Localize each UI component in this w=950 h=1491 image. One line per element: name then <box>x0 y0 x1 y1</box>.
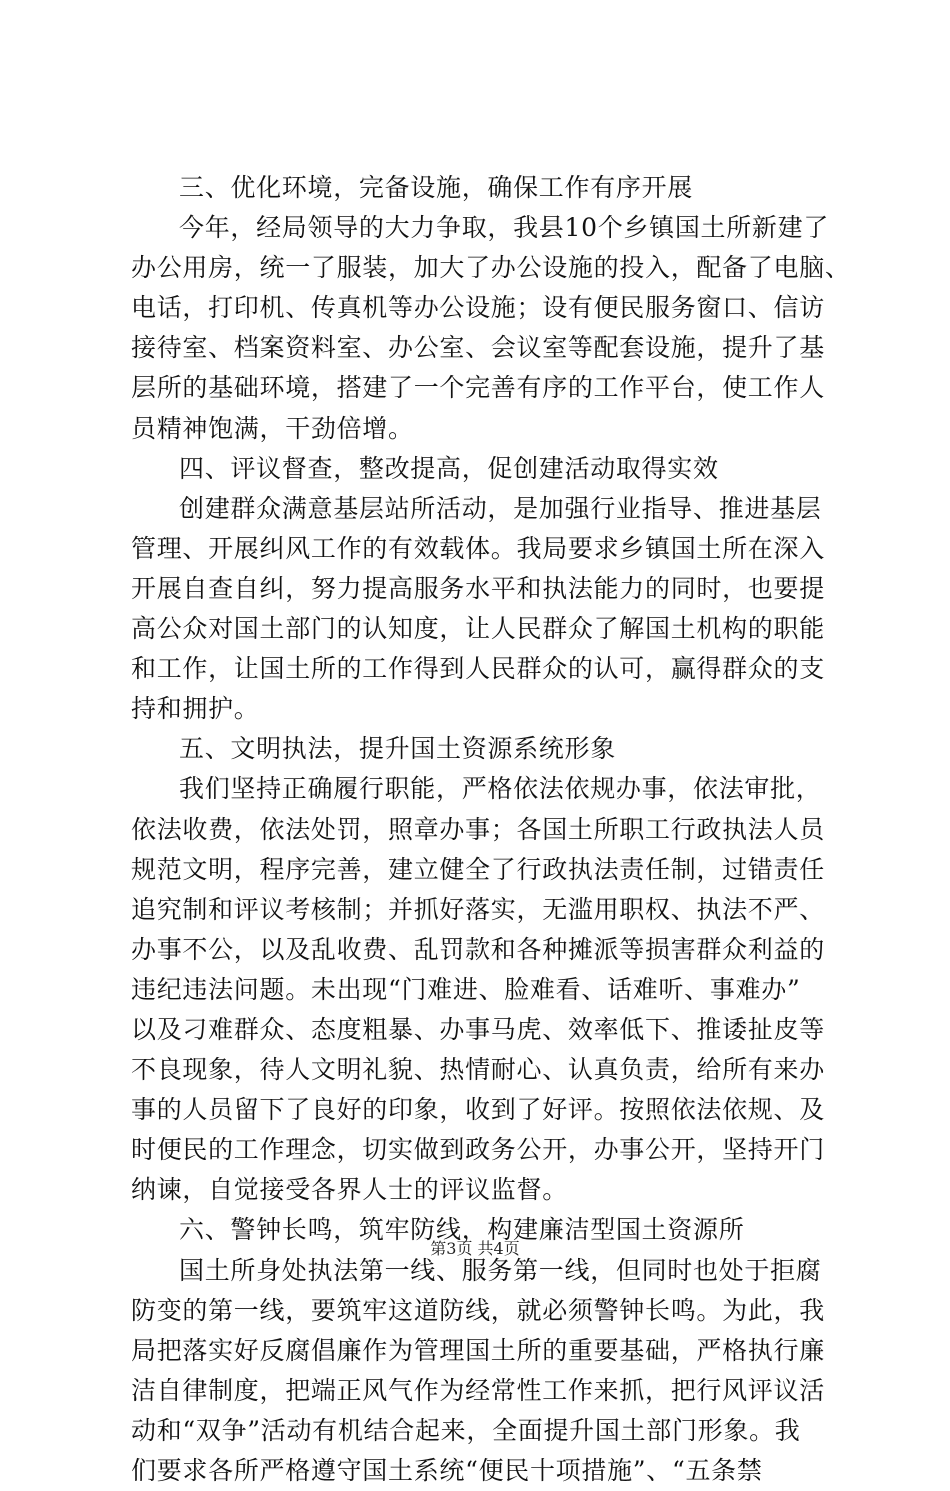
paragraph-line: 局把落实好反腐倡廉作为管理国土所的重要基础，严格执行廉 <box>131 1335 825 1365</box>
paragraph-first-line: 创建群众满意基层站所活动，是加强行业指导、推进基层 <box>179 493 822 523</box>
paragraph-line: 违纪违法问题。未出现“门难进、脸难看、话难听、事难办” <box>131 974 801 1004</box>
paragraph-line: 时便民的工作理念，切实做到政务公开，办事公开，坚持开门 <box>131 1135 825 1165</box>
paragraph-line: 事的人员留下了良好的印象，收到了好评。按照依法依规、及 <box>131 1095 825 1125</box>
paragraph-first-line: 国土所身处执法第一线、服务第一线，但同时也处于拒腐 <box>179 1255 822 1285</box>
paragraph-line: 高公众对国土部门的认知度，让人民群众了解国土机构的职能 <box>131 614 825 644</box>
paragraph-first-line: 三、优化环境，完备设施，确保工作有序开展 <box>179 173 694 202</box>
paragraph-line: 开展自查自纠，努力提高服务水平和执法能力的同时，也要提 <box>131 573 825 603</box>
paragraph-line: 动和“双争”活动有机结合起来，全面提升国土部门形象。我 <box>131 1415 801 1445</box>
paragraph-line: 不良现象，待人文明礼貌、热情耐心、认真负责，给所有来办 <box>131 1055 825 1085</box>
page-number: 第3页 共4页 <box>430 1239 520 1258</box>
paragraph-line: 管理、开展纠风工作的有效载体。我局要求乡镇国土所在深入 <box>131 533 825 563</box>
paragraph-line: 办公用房，统一了服装，加大了办公设施的投入，配备了电脑、 <box>131 253 851 283</box>
paragraph-first-line: 今年，经局领导的大力争取，我县10个乡镇国土所新建了 <box>179 213 830 243</box>
paragraph-line: 防变的第一线，要筑牢这道防线，就必须警钟长鸣。为此，我 <box>131 1295 825 1325</box>
paragraph-line: 追究制和评议考核制；并抓好落实，无滥用职权、执法不严、 <box>131 894 825 924</box>
paragraph-line: 们要求各所严格遵守国土系统“便民十项措施”、“五条禁 <box>131 1456 763 1485</box>
document-body <box>131 168 851 1491</box>
paragraph-first-line: 五、文明执法，提升国土资源系统形象 <box>179 734 616 764</box>
paragraph-first-line: 我们坚持正确履行职能，严格依法依规办事，依法审批， <box>179 774 822 804</box>
paragraph-line: 电话，打印机、传真机等办公设施；设有便民服务窗口、信访 <box>131 293 825 323</box>
paragraph-line: 以及刁难群众、态度粗暴、办事马虎、效率低下、推诿扯皮等 <box>131 1014 825 1044</box>
paragraph-line: 办事不公，以及乱收费、乱罚款和各种摊派等损害群众利益的 <box>131 934 825 964</box>
paragraph-first-line: 四、评议督查，整改提高，促创建活动取得实效 <box>179 453 719 483</box>
paragraph-line: 持和拥护。 <box>131 694 260 724</box>
paragraph-line: 员精神饱满，干劲倍增。 <box>131 413 414 443</box>
paragraph-line: 层所的基础环境，搭建了一个完善有序的工作平台，使工作人 <box>131 373 825 403</box>
paragraph-first-line: 六、警钟长鸣，筑牢防线，构建廉洁型国土资源所 <box>179 1215 745 1245</box>
paragraph-line: 依法收费，依法处罚，照章办事；各国土所职工行政执法人员 <box>131 814 825 844</box>
paragraph-line: 规范文明，程序完善，建立健全了行政执法责任制，过错责任 <box>131 854 825 884</box>
paragraph-line: 洁自律制度，把端正风气作为经常性工作来抓，把行风评议活 <box>131 1375 825 1405</box>
paragraph-line: 和工作，让国土所的工作得到人民群众的认可，赢得群众的支 <box>131 654 825 684</box>
paragraph-line: 纳谏，自觉接受各界人士的评议监督。 <box>131 1175 568 1205</box>
paragraph-line: 接待室、档案资料室、办公室、会议室等配套设施，提升了基 <box>131 333 825 363</box>
